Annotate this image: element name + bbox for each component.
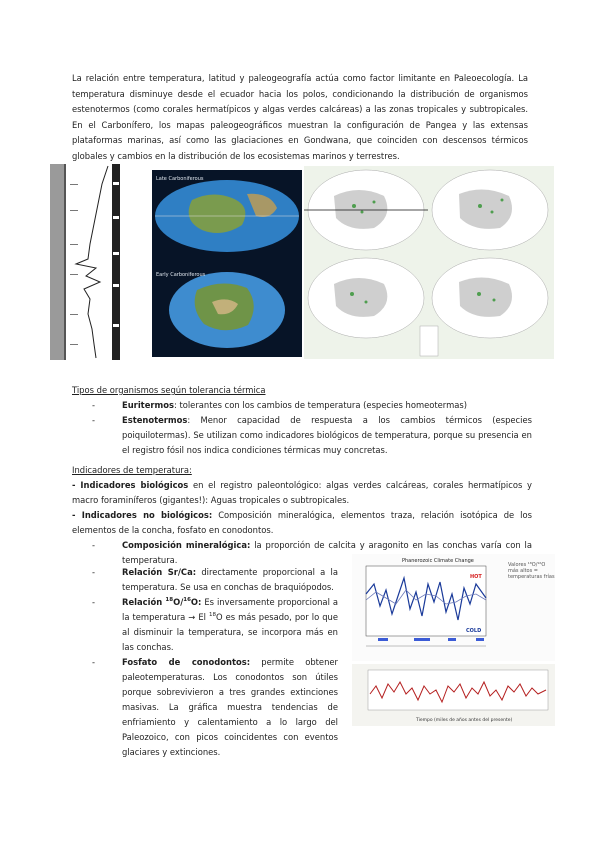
euritermos-text: : tolerantes con los cambios de temperatura (especies homeotermas) [173, 400, 468, 410]
oxy-text-b: O es más pesado, por lo que al disminuir la temperatura, se incorpora más en las conchas. [122, 612, 338, 652]
paleogeographic-maps-figure [304, 166, 554, 359]
euritermos-term: Euritermos [122, 400, 174, 410]
hot-label: HOT [470, 574, 482, 580]
list-item: - Composición mineralógica: la proporción de calcita y aragonito en las conchas varía con la temperatura. [92, 540, 532, 565]
srca-term: Relación Sr/Ca: [122, 567, 197, 577]
figure-row [50, 164, 554, 360]
climate-side-note: Valores ¹⁸O/¹⁶O más altos = temperaturas frías [508, 562, 555, 580]
paleoglobe-figure [152, 170, 302, 357]
estenotermos-term: Estenotermos [122, 415, 188, 425]
list-item: - Fosfato de conodontos: permite obtener paleotemperaturas. Los conodontos son útiles porque sobrevivieron a tres grandes extinciones masivas. La gráfica muestra tendencias de enfriamiento y calentamiento a lo largo del Paleozoico, con picos coincidentes con eventos glaciares y extinciones. [92, 657, 338, 757]
oxy-sup2: 16 [183, 597, 191, 604]
stratigraphic-curve-figure [50, 164, 126, 360]
climate-title: Phanerozoic Climate Change [402, 558, 474, 564]
nobio-text: Composición mineralógica, elementos traza, relación isotópica de los elementos de la concha, fosfato en conodontos. [72, 510, 532, 535]
list-item: - Estenotermos: Menor capacidad de respuesta a los cambios térmicos (especies poiquilotermas). Se utilizan como indicadores biológicos de temperatura, porque su presencia en el registro fósil nos indica condiciones térmicas muy concretas. [92, 415, 532, 455]
indicadores-heading: Indicadores de temperatura: [72, 465, 192, 475]
indicadores-section [72, 463, 532, 568]
oxy-end: O: [190, 597, 202, 607]
indicadores-narrow-section [72, 565, 338, 760]
estenotermos-text: : Menor capacidad de respuesta a los cambios térmicos (especies poiquilotermas). Se utilizan como indicadores biológicos de temperatura, porque su presencia en el registro fósil nos indica condiciones térmicas muy concretas. [122, 415, 532, 455]
nobio-indicators [72, 508, 532, 538]
tipos-heading: Tipos de organismos según tolerancia térmica [72, 385, 266, 395]
globe-label-top: Late Carboniferous [156, 176, 204, 182]
bio-indicators [72, 478, 532, 508]
oxy-sup1: 18 [165, 597, 174, 604]
fos-term: Fosfato de conodontos: [122, 657, 251, 667]
tipos-list [72, 398, 532, 458]
conodont-temperature-figure [352, 664, 555, 726]
conod-axis-label: Tiempo (miles de años antes del presente) [416, 718, 513, 723]
bio-text: en el registro paleontológico: algas verdes calcáreas, corales hermatípicos y macro foraminíferos (gigantes!): Aguas tropicales o subtropicales. [72, 480, 532, 505]
fos-text: permite obtener paleotemperaturas. Los conodontos son útiles porque sobrevivieron a tres grandes extinciones masivas. La gráfica muestra tendencias de enfriamiento y calentamiento a lo largo del Paleozoico, con picos coincidentes con eventos glaciares y extinciones. [122, 657, 338, 757]
oxy-mid: O/ [173, 597, 184, 607]
cold-label: COLD [466, 628, 482, 634]
comp-term: Composición mineralógica: [122, 540, 251, 550]
oxy-text-a: Es inversamente proporcional a la temperatura → El [122, 597, 338, 622]
globe-label-bottom: Early Carboniferous [156, 272, 206, 278]
list-item: - Relación Sr/Ca: directamente proporcional a la temperatura. Se usa en conchas de braquiópodos. [92, 567, 338, 592]
oxy-term [122, 597, 201, 607]
tipos-section [72, 383, 532, 458]
bio-term: - Indicadores biológicos [72, 480, 189, 490]
srca-text: directamente proporcional a la temperatura. Se usa en conchas de braquiópodos. [122, 567, 338, 592]
list-item: - Euritermos: tolerantes con los cambios de temperatura (especies homeotermas) [92, 400, 468, 410]
oxy-sup3: 18 [208, 612, 216, 619]
intro-paragraph: La relación entre temperatura, latitud y paleogeografía actúa como factor limitante en Paleoecología. La temperatura disminuye desde el ecuador hacia los polos, condicionando la distribución de organismos estenotermos (como corales hermatípicos y algas verdes calcáreas) a las zonas tropicales y subtropicales. En el Carbonífero, los mapas paleogeográficos muestran la configuración de Pangea y las extensas plataformas marinas, así como las glaciaciones en Gondwana, que coinciden con descensos térmicos globales y cambios en la distribución de los ecosistemas marinos y terrestres. [72, 73, 528, 161]
oxy-term-a: Relación [122, 597, 166, 607]
narrow-list [72, 565, 338, 760]
comp-text: la proporción de calcita y aragonito en las conchas varía con la temperatura. [122, 540, 532, 565]
nobio-term: - Indicadores no biológicos: [72, 510, 213, 520]
list-item: - Relación $^{18}$O/$^{16}$O: Es inversamente proporcional a la temperatura → El $^{18}$O es más pesado, por lo que al disminuir la temperatura, se incorpora más en las conchas. [92, 597, 338, 652]
